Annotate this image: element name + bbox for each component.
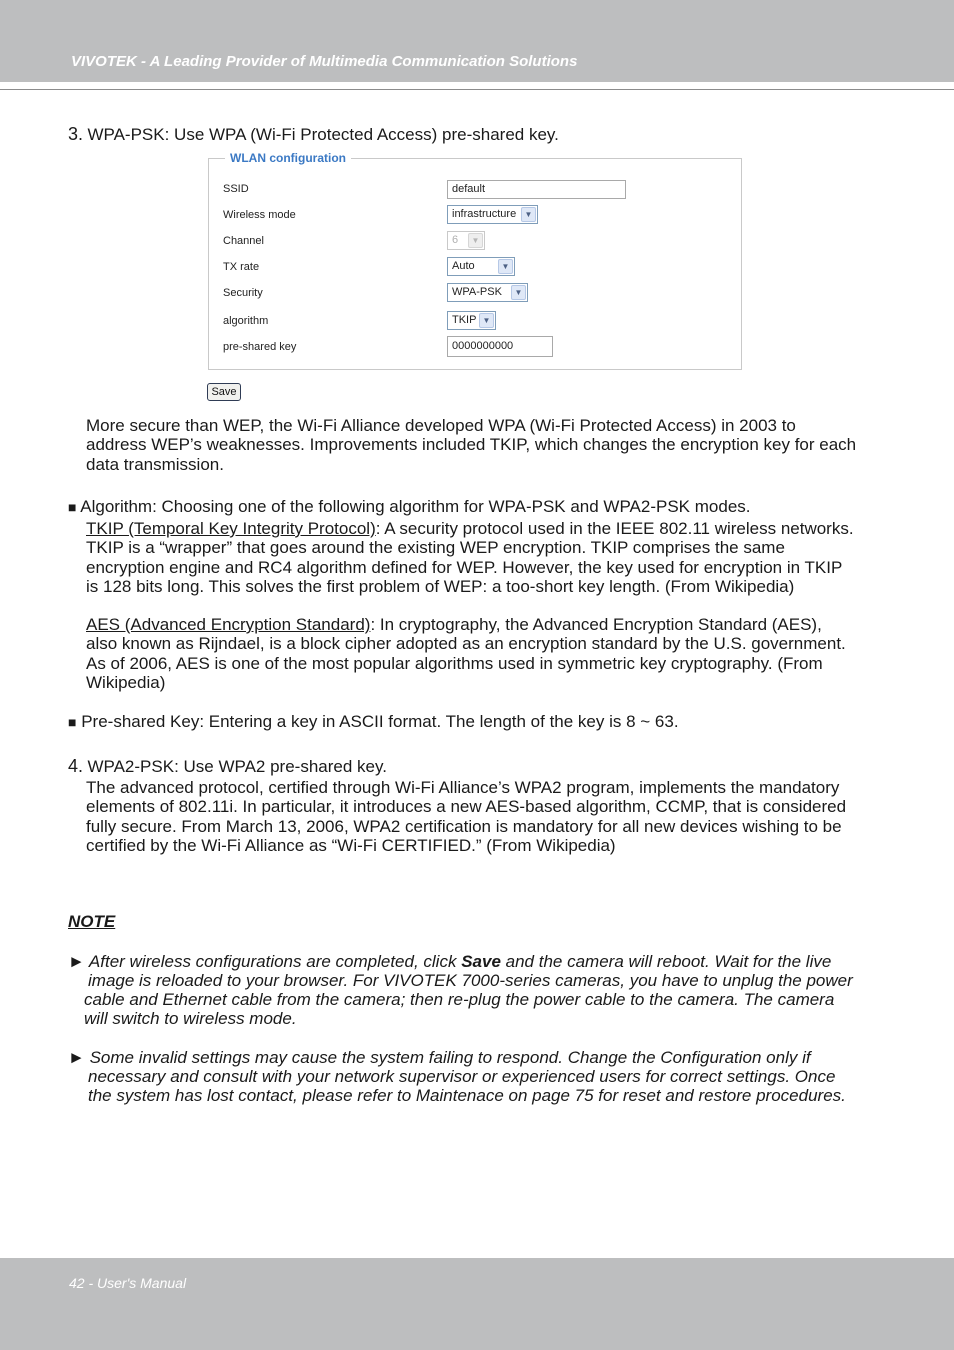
- text-line: After wireless configurations are completed, click: [88, 952, 457, 971]
- chevron-down-icon: ▼: [479, 313, 494, 328]
- channel-label: Channel: [223, 235, 264, 247]
- text-line: also known as Rijndael, is a block cipher adopted as an encryption standard by the U.S. government.: [86, 634, 846, 654]
- step-number: 4.: [68, 756, 84, 776]
- wlan-config-legend: WLAN configuration: [225, 151, 351, 165]
- chevron-down-icon: ▼: [468, 233, 483, 248]
- psk-text: Pre-shared Key: Entering a key in ASCII format. The length of the key is 8 ~ 63.: [81, 712, 679, 731]
- chevron-down-icon: ▼: [521, 207, 536, 222]
- algorithm-label: algorithm: [223, 315, 269, 327]
- security-select[interactable]: [447, 283, 528, 302]
- text-line: cable and Ethernet cable from the camera; then re-plug the power cable to the camera. The camera: [84, 990, 835, 1009]
- text-line: data transmission.: [86, 454, 224, 474]
- header-title: VIVOTEK - A Leading Provider of Multimedia Communication Solutions: [71, 53, 578, 70]
- text-line: : A security protocol used in the IEEE 802.11 wireless networks.: [375, 519, 854, 538]
- note-item-1: [68, 952, 831, 971]
- aes-description: [86, 615, 896, 693]
- security-label: Security: [223, 287, 263, 299]
- header-divider: [0, 89, 954, 90]
- wireless-mode-value: infrastructure: [452, 208, 517, 220]
- text-line: encryption engine and RC4 algorithm defined for WEP. However, the key used for encryption in TKIP: [86, 557, 843, 577]
- text-line: Some invalid settings may cause the system failing to respond. Change the Configuration only if: [89, 1048, 811, 1067]
- tkip-description: [86, 519, 896, 597]
- text-line: : In cryptography, the Advanced Encryption Standard (AES),: [370, 615, 822, 634]
- ssid-label: SSID: [223, 183, 249, 195]
- pre-shared-key-label: pre-shared key: [223, 341, 297, 353]
- text-line: elements of 802.11i. In particular, it introduces a new AES-based algorithm, CCMP, that is considered: [86, 797, 847, 817]
- text-line: will switch to wireless mode.: [84, 1009, 297, 1028]
- ssid-input[interactable]: default: [447, 180, 626, 199]
- algorithm-bullet-item: [68, 497, 751, 517]
- step-4-heading: [68, 756, 387, 777]
- bullet-icon: ■: [68, 499, 77, 515]
- footer-band: [0, 1258, 954, 1350]
- wpa-description: [86, 416, 896, 474]
- arrow-right-icon: ►: [68, 952, 85, 971]
- algorithm-value: TKIP: [452, 314, 477, 326]
- text-line: image is reloaded to your browser. For VIVOTEK 7000-series cameras, you have to unplug the power: [88, 971, 853, 990]
- security-value: WPA-PSK: [452, 286, 502, 298]
- wireless-mode-select[interactable]: [447, 205, 538, 224]
- algorithm-title: Algorithm: Choosing one of the following algorithm for WPA-PSK and WPA2-PSK modes.: [80, 497, 751, 516]
- channel-select[interactable]: [447, 231, 485, 250]
- text-line: As of 2006, AES is one of the most popular algorithms used in symmetric key cryptography. (From: [86, 653, 823, 673]
- step-number: 3.: [68, 124, 84, 144]
- tkip-term: TKIP (Temporal Key Integrity Protocol): [86, 519, 376, 538]
- note-item-2: [68, 1048, 811, 1067]
- wireless-mode-label: Wireless mode: [223, 209, 296, 221]
- text-line: More secure than WEP, the Wi-Fi Alliance developed WPA (Wi-Fi Protected Access) in 2003 to: [86, 416, 796, 435]
- chevron-down-icon: ▼: [511, 285, 526, 300]
- text-line: The advanced protocol, certified through Wi-Fi Alliance’s WPA2 program, implements the mandatory: [86, 778, 840, 797]
- text-line: is 128 bits long. This solves the first problem of WEP: a too-short key length. (From Wikipedia): [86, 577, 795, 597]
- pre-shared-key-input[interactable]: 0000000000: [447, 336, 553, 357]
- tx-rate-value: Auto: [452, 260, 475, 272]
- note-heading: NOTE: [68, 912, 116, 931]
- text-line: the system has lost contact, please refer to Maintenace on page 75 for reset and restore procedures.: [88, 1086, 846, 1105]
- aes-term: AES (Advanced Encryption Standard): [86, 615, 371, 634]
- save-emphasis: Save: [461, 952, 501, 971]
- tx-rate-select[interactable]: [447, 257, 515, 276]
- page-number: 42 - User's Manual: [69, 1275, 187, 1291]
- save-button[interactable]: Save: [207, 383, 241, 401]
- algorithm-select[interactable]: [447, 311, 496, 330]
- channel-value: 6: [452, 234, 459, 246]
- text-line: fully secure. From March 13, 2006, WPA2 certification is mandatory for all new devices wishing to be: [86, 816, 842, 836]
- tx-rate-label: TX rate: [223, 261, 260, 273]
- text-line: TKIP is a “wrapper” that goes around the existing WEP encryption. TKIP comprises the same: [86, 538, 785, 558]
- text-line: certified by the Wi-Fi Alliance as “Wi-Fi CERTIFIED.” (From Wikipedia): [86, 836, 616, 856]
- arrow-right-icon: ►: [68, 1048, 85, 1067]
- step-3-heading: [68, 124, 559, 145]
- text-line: and the camera will reboot. Wait for the live: [505, 952, 832, 971]
- psk-bullet-item: [68, 712, 679, 732]
- wpa2-description: [86, 778, 896, 856]
- step-title: WPA-PSK: Use WPA (Wi-Fi Protected Access) pre-shared key.: [87, 125, 559, 144]
- chevron-down-icon: ▼: [498, 259, 513, 274]
- bullet-icon: ■: [68, 714, 77, 730]
- text-line: Wikipedia): [86, 673, 166, 693]
- text-line: address WEP’s weaknesses. Improvements included TKIP, which changes the encryption key for each: [86, 435, 857, 455]
- text-line: necessary and consult with your network supervisor or experienced users for correct settings. Once: [88, 1067, 836, 1086]
- step-title: WPA2-PSK: Use WPA2 pre-shared key.: [87, 757, 387, 776]
